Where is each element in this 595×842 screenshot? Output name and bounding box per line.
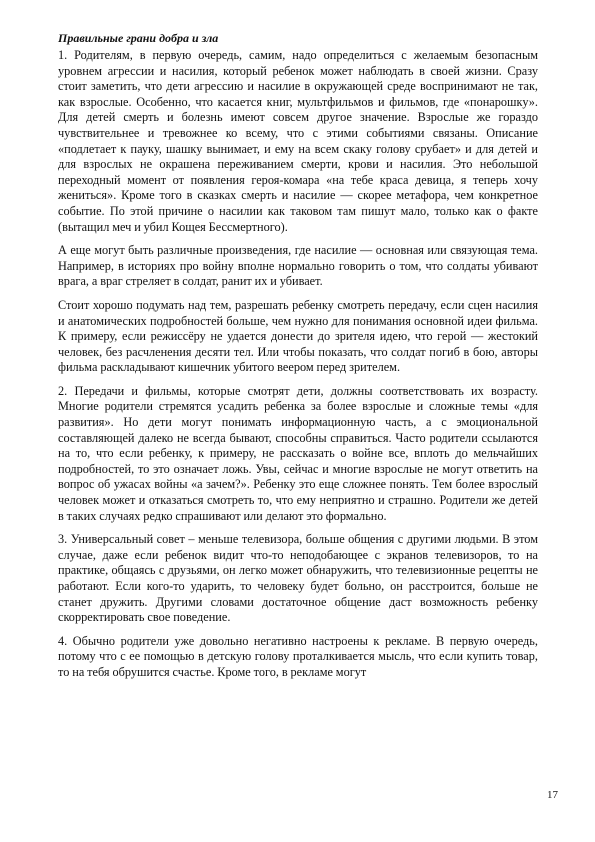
- paragraph-1: 1. Родителям, в первую очередь, самим, надо определиться с желаемым безопасным уровнем агрессии и насилия, который ребенок может наблюдать в своей жизни. Сразу стоит заметить, что дети агрессию и насилие в окружающей среде воспринимают не так, как взрослые. Особенно, что касается книг, мультфильмов и фильмов, где «понарошку». Для детей смерть и болезнь имеют совсем другое значение. Взрослые же гораздо чувствительнее и тревожнее ко всему, что с этими событиями связаны. Описание «подлетает к пауку, шашку вынимает, и ему на всем скаку голову срубает» и для детей и для взрослых не окрашена переживанием смерти, крови и насилия. Это небольшой переходный момент от появления героя-комара «на тебе краса девица, я теперь хочу жениться». Кроме того в сказках смерть и насилие — скорее метафора, чем конкретное событие. По этой причине о насилии как таковом там пишут мало, только как о факте (вытащил меч и убил Кощея Бессмертного).: [58, 48, 538, 234]
- page-number: 17: [547, 789, 558, 801]
- paragraph-3: Стоит хорошо подумать над тем, разрешать ребенку смотреть передачу, если сцен насилия и анатомических подробностей больше, чем нужно для понимания основной идеи фильма. К примеру, если режиссёру не удается донести до зрителя идею, что герой — жестокий человек, без расчленения десяти тел. Или чтобы показать, что солдат погиб в бою, авторы фильма раскладывают кишечник убитого веером перед зрителем.: [58, 297, 538, 375]
- document-title: Правильные грани добра и зла: [58, 31, 219, 45]
- document-page: [58, 30, 538, 689]
- paragraph-2: А еще могут быть различные произведения, где насилие — основная или связующая тема. Например, в историях про войну вполне нормально говорить о том, что солдаты убивают врага, а враг стреляет в солдат, ранит их и убивает.: [58, 243, 538, 289]
- paragraph-5: 3. Универсальный совет – меньше телевизора, больше общения с другими людьми. В этом случае, даже если ребенок видит что-то неподобающее с экранов телевизоров, то на практике, общаясь с друзьями, он легко может обнаружить, что телевизионные рецепты не работают. Если кого-то ударить, то человеку будет больно, он расстроится, больше не станет дружить. Другими словами достаточное общение даст возможность ребенку скорректировать свое поведение.: [58, 532, 538, 625]
- paragraph-4: 2. Передачи и фильмы, которые смотрят дети, должны соответствовать их возрасту. Многие родители стремятся усадить ребенка за более взрослые и сложные темы «для развития». Но дети могут понимать информационную часть, а с эмоциональной составляющей далеко не всегда бывают, способны справиться. Часто родители ссылаются на то, что если ребенку, к примеру, не рассказать о войне все, вплоть до мельчайших подробностей, то это означает ложь. Увы, сейчас и многие взрослые не могут ответить на вопрос об ужасах войны «а зачем?». Ребенку это еще сложнее понять. Тем более взрослый человек может и отказаться смотреть то, что ему неприятно и страшно. Родители же детей в таких случаях редко спрашивают или делают это формально.: [58, 383, 538, 523]
- paragraph-6: 4. Обычно родители уже довольно негативно настроены к рекламе. В первую очередь, потому что с ее помощью в детскую голову проталкивается мысль, что если купить товар, то на тебя обрушится счастье. Кроме того, в рекламе могут: [58, 633, 538, 679]
